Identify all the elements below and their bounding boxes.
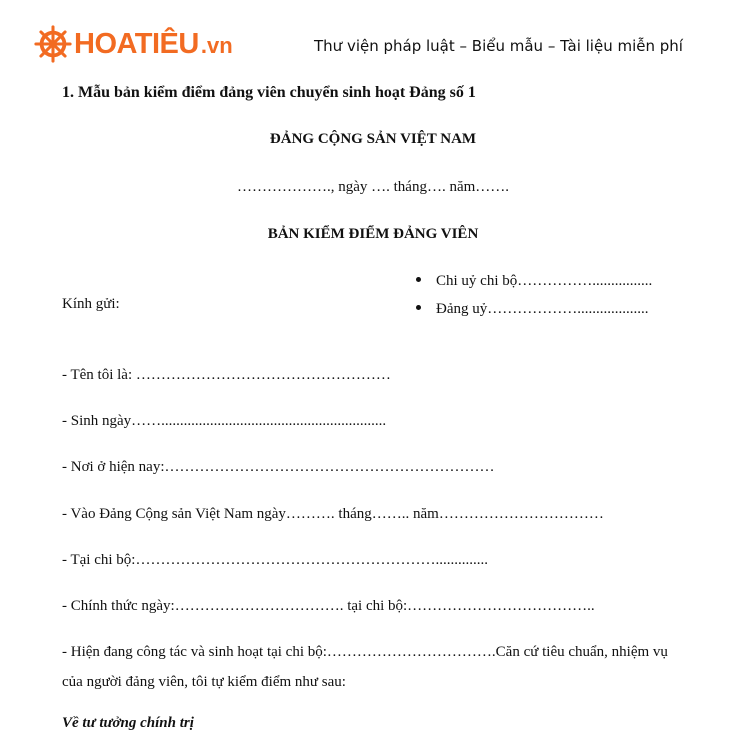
logo-suffix: .vn [200,33,233,58]
recipient-item [416,273,652,290]
political-ideology-subheading: Về tư tưởng chính trị [62,715,194,731]
bullet-icon [416,277,421,282]
recipient-item [416,301,649,318]
document-title: BẢN KIỂM ĐIỂM ĐẢNG VIÊN [267,226,479,242]
logo-text: HOATIÊU [74,27,199,60]
hoatieu-logo[interactable] [34,22,233,66]
section-heading: 1. Mẫu bản kiểm điểm đảng viên chuyển sinh hoạt Đảng số 1 [62,84,476,101]
field-birthdate: - Sinh ngày……............................................................ [62,413,387,429]
ship-wheel-icon [34,25,72,63]
field-party-join-date: - Vào Đảng Cộng sản Việt Nam ngày………. tháng…….. năm…………………………… [62,506,604,522]
site-header [0,0,746,80]
field-official-date: - Chính thức ngày:……………………………. tại chi bộ:……………………………….. [62,598,595,614]
date-line: ………………., ngày …. tháng…. năm……. [236,179,510,195]
recipient-label: Kính gửi: [62,296,120,312]
current-cell-line: - Hiện đang công tác và sinh hoạt tại chi bộ:…………………………….Căn cứ tiêu chuẩn, nhiệm vụ [62,644,668,660]
field-cell: - Tại chi bộ:…………………………………………………….............. [62,552,488,568]
field-name: - Tên tôi là: …………………………………………… [62,367,391,383]
bullet-icon [416,305,421,310]
party-name: ĐẢNG CỘNG SẢN VIỆT NAM [269,131,477,147]
field-residence: - Nơi ở hiện nay:………………………………………………………… [62,459,495,475]
site-tagline: Thư viện pháp luật – Biểu mẫu – Tài liệu miễn phí [314,37,683,55]
current-cell-line-2: của người đảng viên, tôi tự kiểm điểm như sau: [62,674,346,690]
recipient-text: Đảng uỷ………………................... [436,301,649,317]
recipient-text: Chi uỷ chi bộ……………................ [436,273,653,289]
